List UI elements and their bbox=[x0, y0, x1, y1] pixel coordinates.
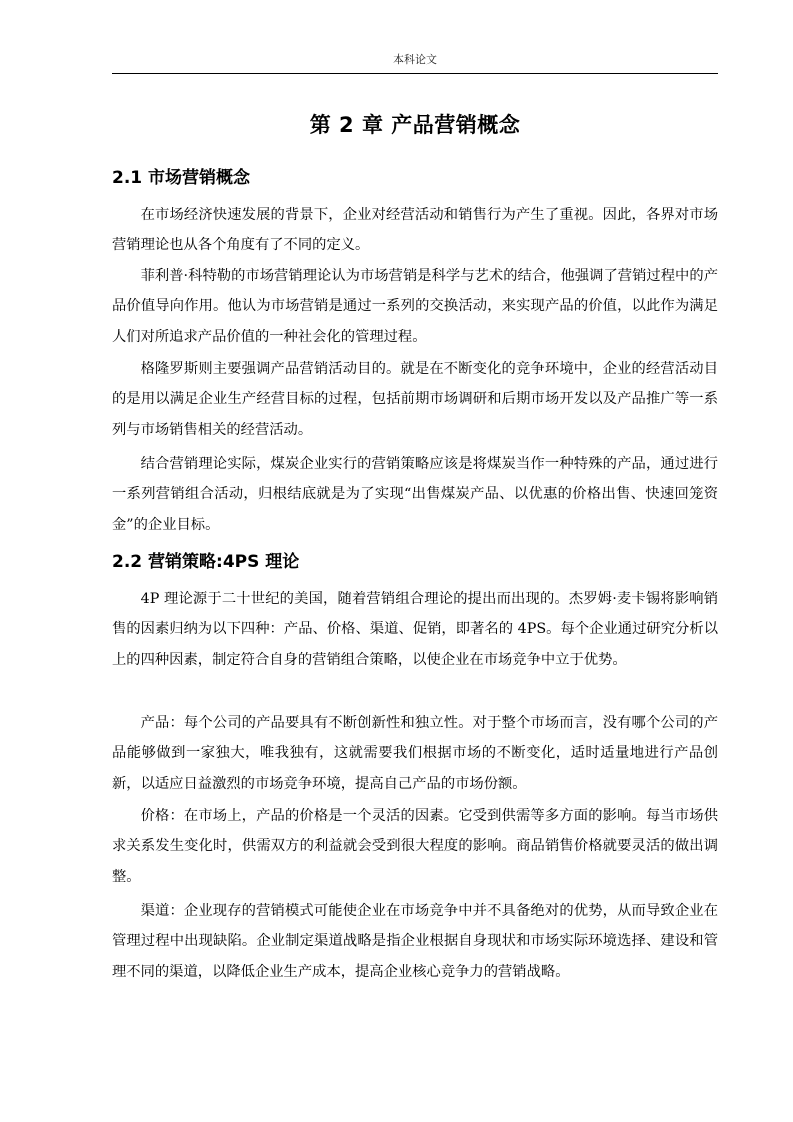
header-divider bbox=[112, 73, 718, 74]
paragraph: 渠道：企业现存的营销模式可能使企业在市场竞争中并不具备绝对的优势，从而导致企业在管理过程中出现缺陷。企业制定渠道战略是指企业根据自身现状和市场实际环境选择、建设和管理不同的渠道，以降低企业生产成本，提高企业核心竞争力的营销战略。 bbox=[112, 903, 718, 980]
paragraph: 菲利普·科特勒的市场营销理论认为市场营销是科学与艺术的结合，他强调了营销过程中的产品价值导向作用。他认为市场营销是通过一系列的交换活动，来实现产品的价值，以此作为满足人们对所追求产品价值的一种社会化的管理过程。 bbox=[112, 268, 718, 345]
paragraph: 产品：每个公司的产品要具有不断创新性和独立性。对于整个市场而言，没有哪个公司的产品能够做到一家独大，唯我独有，这就需要我们根据市场的不断变化，适时适量地进行产品创新，以适应日益激烈的市场竞争环境，提高自己产品的市场份额。 bbox=[112, 715, 718, 792]
paragraph: 价格：在市场上，产品的价格是一个灵活的因素。它受到供需等多方面的影响。每当市场供求关系发生变化时，供需双方的利益就会受到很大程度的影响。商品销售价格就要灵活的做出调整。 bbox=[112, 808, 718, 885]
section-heading-2-2: 2.2 营销策略:4PS 理论 bbox=[112, 552, 300, 572]
running-header: 本科论文 bbox=[393, 53, 437, 66]
paragraph: 4P 理论源于二十世纪的美国，随着营销组合理论的提出而出现的。杰罗姆·麦卡锡将影响销售的因素归纳为以下四种：产品、价格、渠道、促销，即著名的 4PS。每个企业通过研究分析以上的四种因素，制定符合自身的营销组合策略，以使企业在市场竞争中立于优势。 bbox=[112, 591, 718, 668]
chapter-title: 第 2 章 产品营销概念 bbox=[309, 113, 521, 137]
paragraph: 结合营销理论实际，煤炭企业实行的营销策略应该是将煤炭当作一种特殊的产品，通过进行一系列营销组合活动，归根结底就是为了实现“出售煤炭产品、以优惠的价格出售、快速回笼资金”的企业目标。 bbox=[112, 456, 718, 533]
paragraph: 格隆罗斯则主要强调产品营销活动目的。就是在不断变化的竞争环境中，企业的经营活动目的是用以满足企业生产经营目标的过程，包括前期市场调研和后期市场开发以及产品推广等一系列与市场销售相关的经营活动。 bbox=[112, 361, 718, 438]
section-heading-2-1: 2.1 市场营销概念 bbox=[112, 168, 251, 188]
paragraph: 在市场经济快速发展的背景下，企业对经营活动和销售行为产生了重视。因此，各界对市场营销理论也从各个角度有了不同的定义。 bbox=[112, 207, 718, 254]
